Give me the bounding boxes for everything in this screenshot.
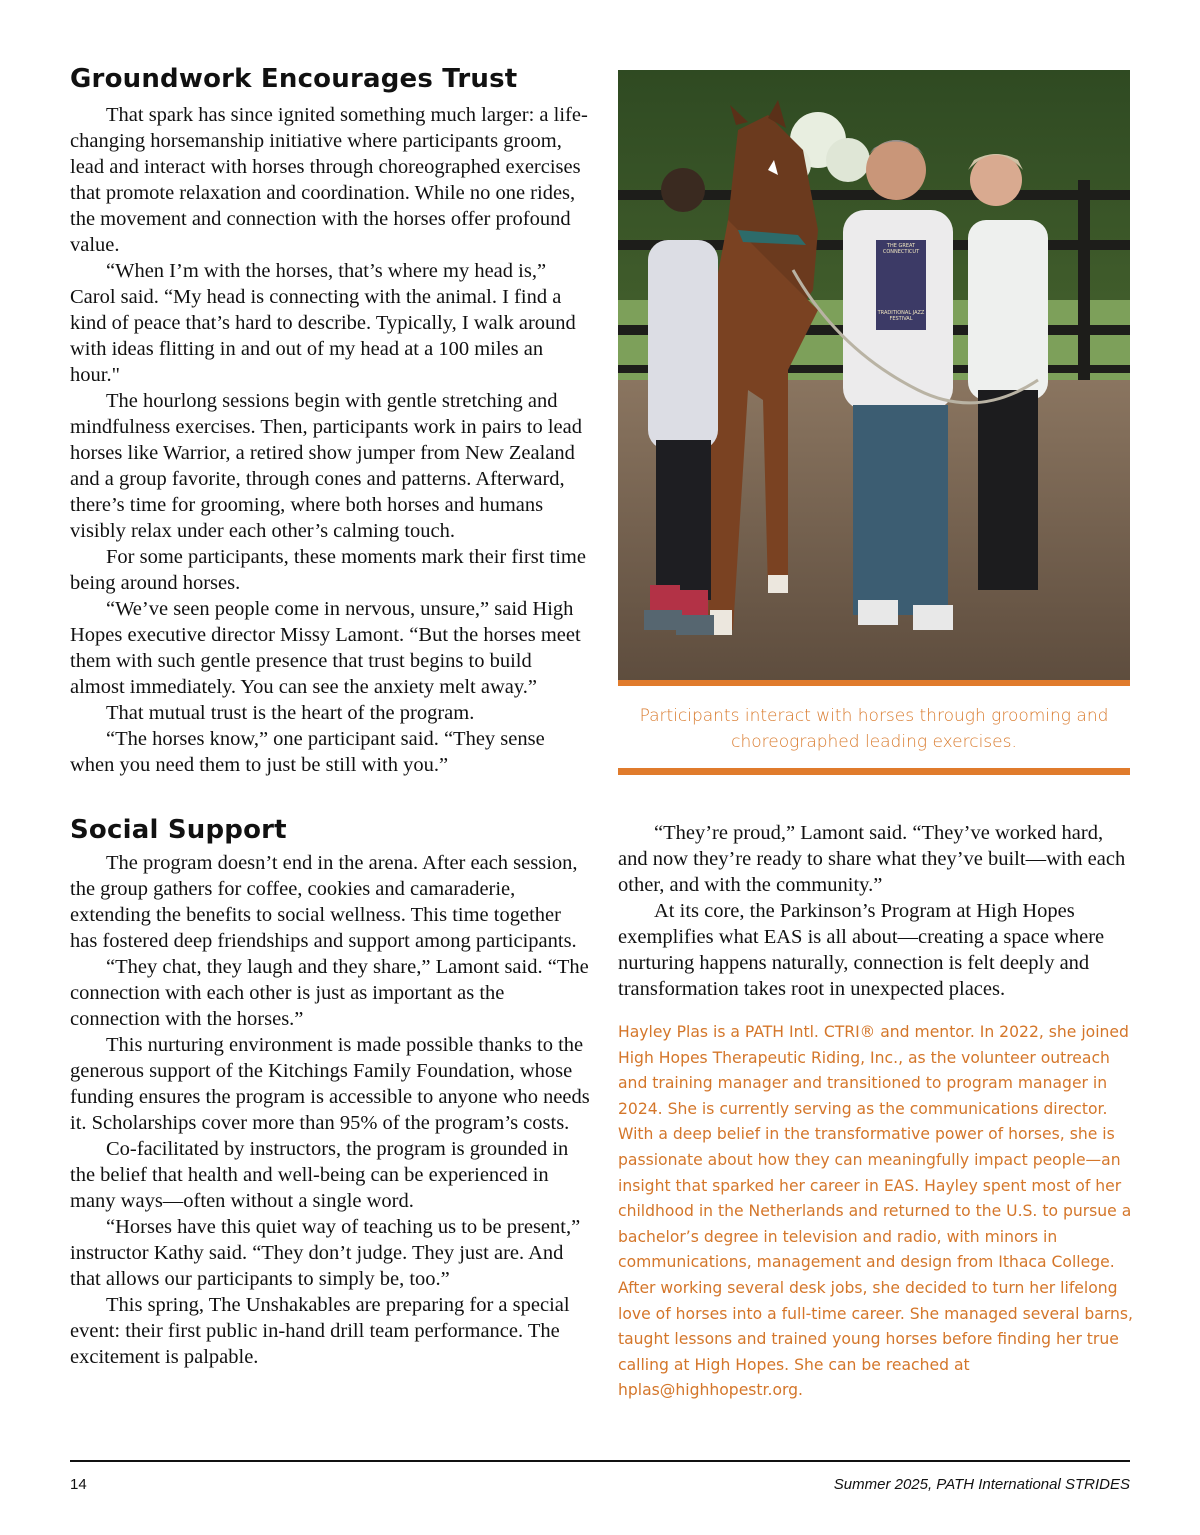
- paragraph: The program doesn’t end in the arena. After each session, the group gathers for coffee, cookies and camaraderie, extending the benefits to social wellness. This time together has fostered deep friendships and support among participants.: [70, 852, 578, 952]
- section-continuation-body: [618, 820, 1136, 1002]
- photo-caption: Participants interact with horses through grooming and choreographed leading exercises.: [639, 706, 1109, 752]
- paragraph: The hourlong sessions begin with gentle stretching and mindfulness exercises. Then, participants work in pairs to lead horses like Warrior, a retired show jumper from New Zealand and a group favorite, through cones and patterns. Afterward, there’s time for grooming, where both horses and humans visibly relax under each other’s calming touch.: [70, 390, 582, 542]
- paragraph: “When I’m with the horses, that’s where my head is,” Carol said. “My head is connecting with the animal. I find a kind of peace that’s hard to describe. Typically, I walk around with ideas flitting in and out of my head at a 100 miles an hour.": [70, 260, 576, 386]
- paragraph: Co-facilitated by instructors, the program is grounded in the belief that health and well-being can be experienced in many ways—often without a single word.: [70, 1138, 569, 1212]
- paragraph: For some participants, these moments mark their first time being around horses.: [70, 546, 586, 594]
- shirt-text: THE GREAT CONNECTICUT: [882, 243, 920, 255]
- publication-title: Summer 2025, PATH International STRIDES: [833, 1476, 1130, 1493]
- footer-rule: [70, 1460, 1130, 1462]
- photo-caption-top-rule: [618, 680, 1130, 686]
- paragraph: “They’re proud,” Lamont said. “They’ve worked hard, and now they’re ready to share what they’ve built—with each other, and with the community.”: [618, 822, 1126, 896]
- paragraph: “Horses have this quiet way of teaching us to be present,” instructor Kathy said. “They don’t judge. They just are. And that allows our participants to simply be, too.”: [70, 1216, 581, 1290]
- paragraph: At its core, the Parkinson’s Program at High Hopes exemplifies what EAS is all about—creating a space where nurturing happens naturally, connection is felt deeply and transformation takes root in unexpected places.: [618, 900, 1105, 1000]
- paragraph: “We’ve seen people come in nervous, unsure,” said High Hopes executive director Missy Lamont. “But the horses meet them with such gentle presence that trust begins to build almost immediately. You can see the anxiety melt away.”: [70, 598, 581, 698]
- paragraph: That mutual trust is the heart of the program.: [106, 702, 475, 724]
- section-groundwork-body: [70, 102, 590, 778]
- photo-caption-bottom-rule: [618, 768, 1130, 775]
- paragraph: This nurturing environment is made possible thanks to the generous support of the Kitchings Family Foundation, whose funding ensures the program is accessible to anyone who needs it. Scholarships cover more than 95% of the program’s costs.: [70, 1034, 590, 1134]
- paragraph: “The horses know,” one participant said. “They sense when you need them to just be still with you.”: [70, 728, 545, 776]
- page-number: 14: [70, 1476, 87, 1493]
- section-heading-groundwork: Groundwork Encourages Trust: [70, 64, 518, 94]
- paragraph: “They chat, they laugh and they share,” Lamont said. “The connection with each other is just as important as the connection with the horses.”: [70, 956, 589, 1030]
- shirt-text: TRADITIONAL JAZZ FESTIVAL: [877, 310, 925, 322]
- paragraph: This spring, The Unshakables are preparing for a special event: their first public in-hand drill team performance. The excitement is palpable.: [70, 1294, 570, 1368]
- section-heading-social-support: Social Support: [70, 815, 287, 845]
- author-bio: Hayley Plas is a PATH Intl. CTRI® and mentor. In 2022, she joined High Hopes Therapeutic Riding, Inc., as the volunteer outreach and training manager and transitioned to program manager in 2024. She is currently serving as the communications director. With a deep belief in the transformative power of horses, she is passionate about how they can meaningfully impact people—an insight that sparked her career in EAS. Hayley spent most of her childhood in the Netherlands and returned to the U.S. to pursue a bachelor’s degree in television and radio, with minors in communications, management and design from Ithaca College. After working several desk jobs, she decided to turn her lifelong love of horses into a full-time career. She managed several barns, taught lessons and trained young horses before finding her true calling at High Hopes. She can be reached at hplas@highhopestr.org.: [618, 1023, 1133, 1400]
- paragraph: That spark has since ignited something much larger: a life-changing horsemanship initiative where participants groom, lead and interact with horses through choreographed exercises that promote relaxation and coordination. While no one rides, the movement and connection with the horses offer profound value.: [70, 104, 588, 256]
- section-social-support-body: [70, 850, 590, 1370]
- horse-photo-illustration: [618, 70, 1130, 680]
- horse-photo: [618, 70, 1130, 680]
